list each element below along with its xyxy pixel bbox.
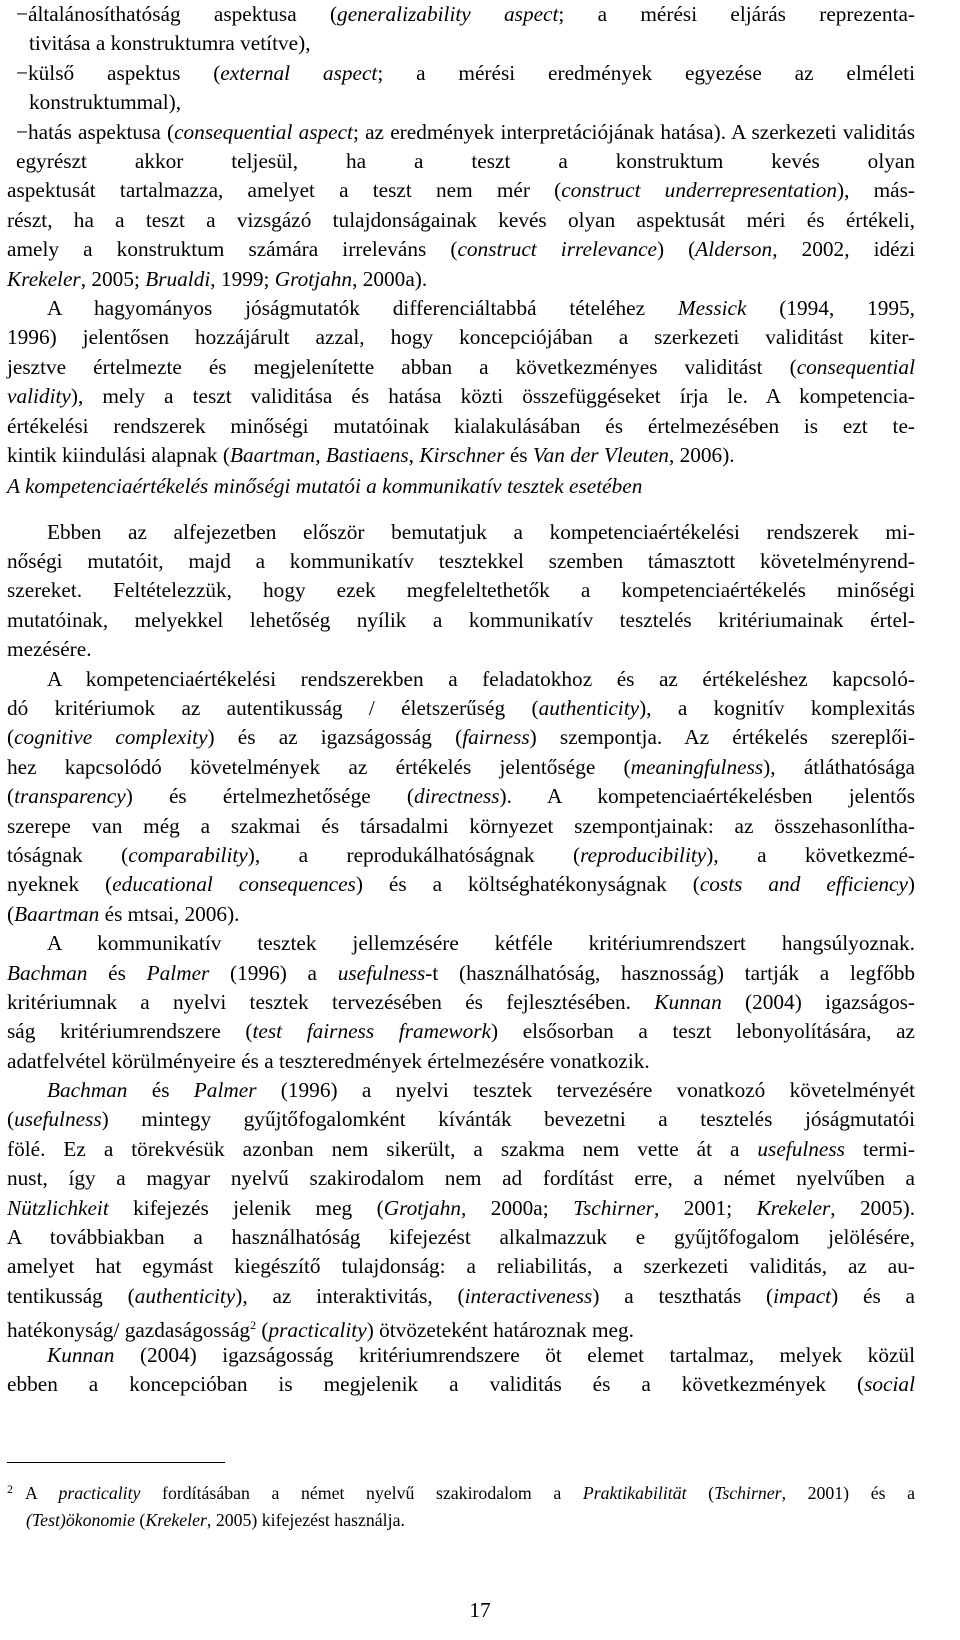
text-segment: Krekeler — [7, 266, 81, 291]
text-segment: fordításában a német nyelvű szakirodalom a — [140, 1483, 583, 1503]
text-line — [7, 812, 915, 841]
text-segment: szerepe van még a szakmai és társadalmi környezet szempontjainak: az összehasonlítha- — [7, 813, 915, 838]
text-segment: ) ötvözeteként határoznak meg. — [366, 1318, 634, 1343]
text-line — [7, 1311, 915, 1343]
text-segment: 2 — [250, 1318, 257, 1333]
text-segment: ) szempontja. Az értékelés szereplői- — [529, 725, 915, 750]
text-segment: Messick — [677, 295, 747, 320]
text-line — [7, 900, 915, 929]
text-segment: Palmer — [193, 1078, 257, 1103]
text-segment: ; az eredmények interpretációjának hatása). A szerkezeti validitás egyrészt akkor teljesül, ha a teszt a konstruktum kevés olyan — [16, 119, 915, 173]
text-line — [7, 353, 915, 382]
text-segment: Bachman — [47, 1078, 128, 1103]
text-line — [7, 723, 915, 752]
text-segment: kifejezés jelenik meg ( — [108, 1195, 384, 1220]
text-segment: Grotjahn — [274, 266, 353, 291]
text-segment: A továbbiakban a használhatóság kifejezést alkalmazzuk e gyűjtőfogalom jelölésére, — [7, 1225, 915, 1250]
text-segment: , — [408, 442, 420, 467]
text-line — [7, 870, 915, 899]
text-segment: ) mintegy gyűjtőfogalomként kívánták bevezetni a tesztelés jóságmutatói — [101, 1107, 915, 1132]
text-segment: szereket. Feltételezzük, hogy ezek megfeleltethetők a kompetenciaértékelés minőségi — [7, 578, 915, 603]
text-line — [7, 294, 915, 323]
text-segment: ; a mérési eljárás reprezenta- — [558, 2, 915, 26]
text-segment: , 2006). — [668, 442, 735, 467]
text-segment: , 2005). — [830, 1195, 916, 1220]
text-line — [7, 635, 915, 664]
text-segment: consequential aspect — [174, 119, 353, 144]
text-segment: ). A kompetenciaértékelésben jelentős — [499, 784, 915, 809]
text-segment: impact — [773, 1283, 832, 1308]
text-line — [7, 118, 915, 177]
text-segment: , 2005; — [80, 266, 146, 291]
text-segment: 1996) jelentősen hozzájárult azzal, hogy koncepciójában a szerkezeti validitást kiter- — [7, 325, 915, 350]
text-segment: authenticity — [538, 696, 640, 721]
text-line — [7, 265, 915, 294]
text-segment: Praktikabilität — [582, 1483, 687, 1503]
text-segment: ) ( — [657, 237, 696, 262]
text-segment: ) és a — [831, 1283, 915, 1308]
footnote-line — [7, 1507, 915, 1534]
text-segment: Palmer — [146, 960, 210, 985]
text-line — [7, 0, 915, 29]
text-segment: usefulness — [14, 1107, 102, 1132]
text-line — [7, 1282, 915, 1311]
text-segment: comparability — [128, 842, 248, 867]
text-segment: A kommunikatív tesztek jellemzésére kétféle kritériumrendszert hangsúlyoznak. — [47, 931, 915, 956]
text-segment: ( — [256, 1318, 269, 1343]
text-segment: directness — [413, 784, 500, 809]
text-line — [7, 1105, 915, 1134]
text-line — [7, 323, 915, 352]
text-segment: kritériumnak a nyelvi tesztek tervezésében és fejlesztésében. — [7, 989, 655, 1014]
text-segment: , 2001; — [653, 1195, 757, 1220]
footnote-line — [7, 1476, 915, 1507]
text-line — [7, 606, 915, 635]
text-line — [7, 1164, 915, 1193]
text-segment: ebben a koncepcióban is megjelenik a validitás és a következmények ( — [7, 1372, 865, 1396]
text-segment: meaningfulness — [630, 754, 764, 779]
text-segment: mutatóinak, melyekkel lehetőség nyílik a kommunikatív tesztelés kritériumainak értel- — [7, 607, 915, 632]
text-segment: ) elsősorban a teszt lebonyolítására, az — [491, 1019, 915, 1044]
footnote — [7, 1476, 915, 1534]
text-segment: ), átláthatósága — [763, 754, 915, 779]
text-segment: costs and efficiency — [699, 872, 908, 897]
text-segment: (1996) a — [209, 960, 338, 985]
text-segment: ) és értelmezhetősége ( — [125, 784, 414, 809]
text-segment: tentikusság ( — [7, 1283, 135, 1308]
text-segment: , 2000a; — [461, 1195, 574, 1220]
text-segment: ; a mérési eredmények egyezése az elméleti — [377, 60, 915, 85]
text-line — [7, 382, 915, 411]
text-segment: (1996) a nyelvi tesztek tervezésére vonatkozó követelményét — [256, 1078, 915, 1103]
text-segment: hez kapcsolódó követelmények az értékelés jelentősége ( — [7, 754, 631, 779]
text-line — [7, 1370, 915, 1399]
text-segment: −általánosíthatóság aspektusa ( — [16, 2, 338, 26]
text-line — [7, 206, 915, 235]
text-segment: construct irrelevance — [457, 237, 657, 262]
text-segment: termi- — [844, 1136, 915, 1161]
text-segment: nust, így a magyar nyelvű szakirodalom nem ad fordítást erre, a német nyelvűben a — [7, 1166, 915, 1191]
text-segment: practicality — [268, 1318, 367, 1343]
text-line — [7, 29, 915, 58]
text-segment: mezésére. — [7, 637, 92, 662]
text-line — [7, 441, 915, 470]
text-segment: amelyet hat egymást kiegészítő tulajdonság: a reliabilitás, a szerkezeti validitás, az au- — [7, 1254, 915, 1279]
text-segment: ( — [7, 784, 15, 809]
text-segment: -t (használhatóság, hasznosság) tartják a legfőbb — [425, 960, 916, 985]
text-line — [7, 547, 915, 576]
text-line — [7, 988, 915, 1017]
text-segment: Kunnan — [654, 989, 722, 1014]
text-segment: ság kritériumrendszere ( — [7, 1019, 253, 1044]
text-segment: hatékonyság/ gazdaságosság — [7, 1318, 251, 1343]
text-segment: ) a teszthatás ( — [592, 1283, 774, 1308]
text-segment: Tschirner — [714, 1483, 782, 1503]
text-segment: ( — [134, 1510, 146, 1530]
text-line — [7, 59, 915, 88]
text-segment: (Test)ökonomie — [26, 1510, 135, 1530]
text-line — [7, 518, 915, 547]
text-segment: usefulness — [337, 960, 426, 985]
text-line — [7, 176, 915, 205]
text-segment: Bastiaens — [325, 442, 409, 467]
text-line — [7, 665, 915, 694]
footnote-rule — [7, 1462, 225, 1463]
text-segment: Brualdi — [145, 266, 211, 291]
text-segment: jesztve értelmezte és megjelenítette abban a következményes validitást ( — [7, 354, 797, 379]
text-segment: , 1999; — [210, 266, 275, 291]
text-segment: (2004) igazságosság kritériumrendszere öt elemet tartalmaz, melyek közül — [114, 1342, 915, 1367]
text-segment: authenticity — [134, 1283, 236, 1308]
text-segment: , 2002, idézi — [772, 237, 916, 262]
text-segment: Kunnan — [47, 1342, 115, 1367]
text-segment: ) és az igazságosság ( — [207, 725, 463, 750]
text-segment: Ebben az alfejezetben először bemutatjuk a kompetenciaértékelési rendszerek mi- — [47, 519, 915, 544]
text-line — [7, 1194, 915, 1223]
text-segment: , 2005) kifejezést használja. — [206, 1510, 405, 1530]
footnote-marker: 2 — [7, 1482, 13, 1496]
text-segment: ), más- — [837, 178, 916, 203]
text-segment: fölé. Ez a törekvésük azonban nem sikerült, a szakma nem vette át a — [7, 1136, 758, 1161]
text-segment: external aspect — [220, 60, 378, 85]
text-line — [7, 1135, 915, 1164]
text-segment: ( — [7, 901, 15, 926]
text-line — [7, 782, 915, 811]
text-segment: részt, ha a teszt a vizsgázó tulajdonságainak kevés olyan aspektusát méri és értékeli, — [7, 207, 915, 232]
text-line — [7, 1017, 915, 1046]
text-segment: konstruktummal), — [29, 90, 182, 115]
text-line — [7, 694, 915, 723]
text-line — [7, 841, 915, 870]
text-line — [7, 1223, 915, 1252]
text-segment: és — [87, 960, 147, 985]
text-line — [7, 959, 915, 988]
text-segment: ( — [686, 1483, 715, 1503]
text-segment: −hatás aspektusa ( — [16, 119, 175, 144]
text-segment: ) és a költséghatékonyságnak ( — [355, 872, 700, 897]
text-segment: Van der Vleuten — [532, 442, 669, 467]
text-segment: fairness — [462, 725, 530, 750]
text-segment: A kompetenciaértékelési rendszerekben a feladatokhoz és az értékeléshez kapcsoló- — [47, 666, 915, 691]
text-segment: generalizability aspect — [337, 2, 559, 26]
text-segment: Krekeler — [145, 1510, 207, 1530]
text-segment: construct underrepresentation — [561, 178, 838, 203]
text-segment: Alderson — [695, 237, 773, 262]
text-segment: tivitása a konstruktumra vetítve), — [29, 31, 311, 56]
text-segment: −külső aspektus ( — [16, 60, 221, 85]
text-segment: tóságnak ( — [7, 842, 129, 867]
text-segment: Grotjahn — [383, 1195, 461, 1220]
text-line — [7, 1076, 915, 1105]
text-segment: dó kritériumok az autentikusság / életszerűség ( — [7, 696, 539, 721]
text-line — [7, 576, 915, 605]
text-segment: ) — [907, 872, 915, 897]
text-segment: reproducibility — [580, 842, 707, 867]
text-segment: practicality — [58, 1483, 141, 1503]
text-line — [7, 1047, 915, 1076]
text-segment: Baartman — [229, 442, 316, 467]
text-segment: transparency — [14, 784, 126, 809]
text-segment: (2004) igazságos- — [721, 989, 915, 1014]
text-segment: kintik kiindulási alapnak ( — [7, 442, 230, 467]
text-segment: cognitive complexity — [14, 725, 208, 750]
section-heading: A kompetenciaértékelés minőségi mutatói a kommunikatív tesztek esetében — [7, 474, 643, 499]
text-segment: , — [315, 442, 326, 467]
text-segment: Krekeler — [756, 1195, 831, 1220]
text-segment: ), a reprodukálhatóságnak ( — [247, 842, 581, 867]
text-segment: validity — [7, 384, 71, 409]
page-number: 17 — [469, 1598, 491, 1622]
text-line — [7, 235, 915, 264]
text-segment: interactiveness — [464, 1283, 593, 1308]
text-segment: (1994, 1995, — [746, 295, 916, 320]
text-segment: educational consequences — [112, 872, 356, 897]
text-line — [7, 753, 915, 782]
document-page — [7, 0, 915, 1399]
text-segment: test fairness framework — [252, 1019, 492, 1044]
text-line — [7, 1341, 915, 1370]
body-text-bottom — [7, 518, 915, 1400]
text-segment: Tschirner — [573, 1195, 654, 1220]
text-segment: social — [864, 1372, 915, 1396]
text-segment: ( — [7, 725, 15, 750]
text-line — [7, 412, 915, 441]
text-line — [7, 88, 915, 117]
text-segment: aspektusát tartalmazza, amelyet a teszt nem mér ( — [7, 178, 562, 203]
text-segment: A hagyományos jóságmutatók differenciáltabbá tételéhez — [47, 295, 678, 320]
text-segment: ( — [7, 1107, 15, 1132]
text-segment: értékelési rendszerek minőségi mutatóinak kialakulásában és értelmezésében is ezt te- — [7, 413, 915, 438]
text-segment: , 2000a). — [352, 266, 428, 291]
text-segment: usefulness — [757, 1136, 845, 1161]
text-line — [7, 929, 915, 958]
text-segment: ), a kognitív komplexitás — [639, 696, 915, 721]
text-segment: nőségi mutatóit, majd a kommunikatív tesztekkel szemben támasztott követelményrend- — [7, 549, 915, 574]
text-segment: és mtsai, 2006). — [99, 901, 240, 926]
text-segment: ), a következmé- — [706, 842, 915, 867]
text-line — [7, 1252, 915, 1281]
text-segment: consequential — [796, 354, 915, 379]
text-segment: A — [25, 1483, 59, 1503]
text-segment: nyeknek ( — [7, 872, 113, 897]
text-segment: ), az interaktivitás, ( — [235, 1283, 465, 1308]
text-segment: ), mely a teszt validitása és hatása közti összefüggéseket írja le. A kompetencia- — [70, 384, 915, 409]
body-text-top — [7, 0, 915, 470]
text-segment: Bachman — [7, 960, 88, 985]
text-segment: Kirschner — [419, 442, 505, 467]
text-segment: és — [127, 1078, 194, 1103]
text-segment: , 2001) és a — [781, 1483, 915, 1503]
text-segment: és — [504, 442, 533, 467]
text-segment: amely a konstruktum számára irreleváns ( — [7, 237, 458, 262]
text-segment: Nützlichkeit — [7, 1195, 109, 1220]
text-segment: Baartman — [14, 901, 100, 926]
text-segment: adatfelvétel körülményeire és a teszteredmények értelmezésére vonatkozik. — [7, 1048, 650, 1073]
